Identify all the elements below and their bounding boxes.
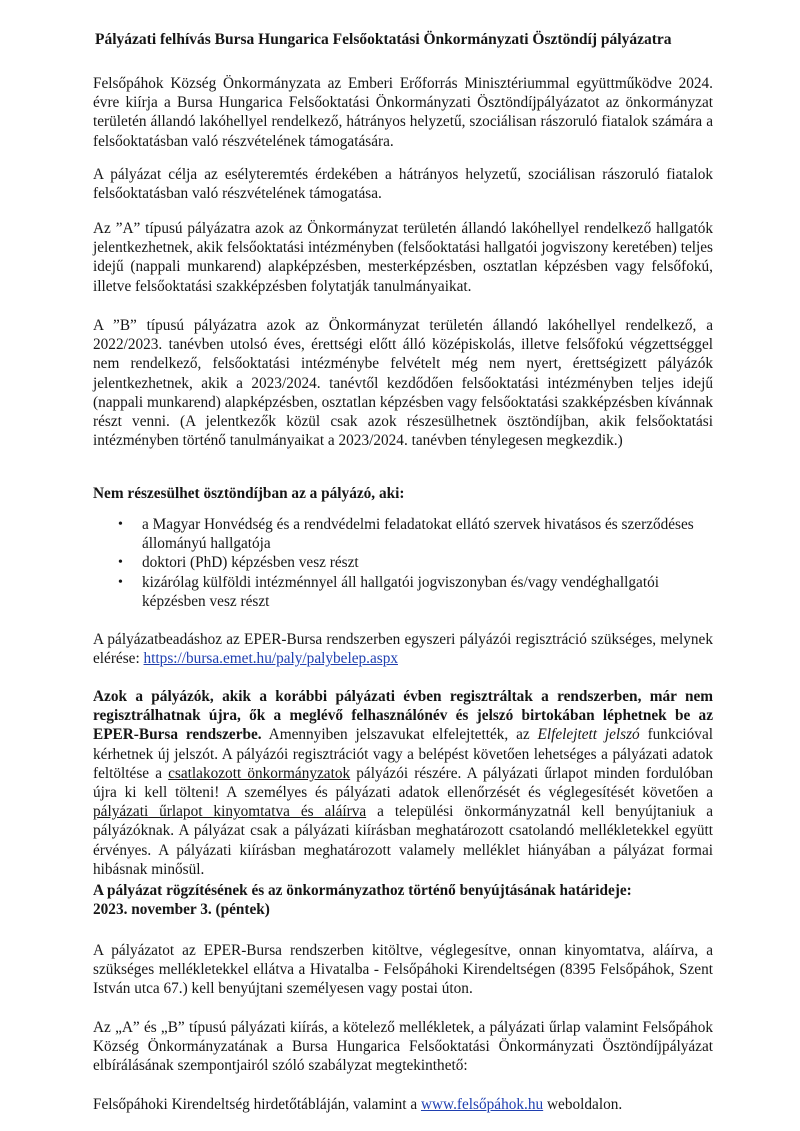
registration-paragraph — [93, 630, 713, 668]
print-and-sign-text: pályázati űrlapot kinyomtatva és aláírva — [93, 803, 367, 821]
login-paragraph — [93, 687, 713, 879]
submission-paragraph: A pályázatot az EPER-Bursa rendszerben kitöltve, véglegesítve, onnan kinyomtatva, aláírva, a szükséges mellékletekkel ellátva a Hivatalba - Felsőpáhoki Kirendeltségen (8395 Felsőpáhok, Szent István utca 67.) kell benyújtani személyesen vagy postai úton. — [93, 942, 713, 998]
type-a-paragraph: Az ”A” típusú pályázatra azok az Önkormányzat területén állandó lakóhellyel rendelkező hallgatók jelentkezhetnek, akik felsőoktatási intézményben (felsőoktatási hallgatói jogviszony keretében) teljes idejű (nappali munkarend) alapképzésben, mesterképzésben, osztatlan képzésben vagy felsőfokú, illetve felsőoktatási szakképzésben folytatják tanulmányaikat. — [93, 220, 713, 295]
notice-board-paragraph — [93, 1095, 713, 1114]
registration-link[interactable]: https://bursa.emet.hu/paly/palybelep.aspx — [143, 650, 398, 668]
type-b-paragraph: A ”B” típusú pályázatra azok az Önkormányzat területén állandó lakóhellyel rendelkező, a 2022/2023. tanévben utolsó éves, érettségi előtt álló középiskolás, illetve felsőfokú végzettséggel nem rendelkező, felsőoktatási intézménybe felvételt még nem nyert, érettségizett pályázók jelentkezhetnek, akik a 2023/2024. tanévtől kezdődően felsőoktatási intézményben teljes idejű (nappali munkarend) alapképzésben, osztatlan képzésben vagy felsőoktatási szakképzésben kívánnak részt venni. (A jelentkezők közül csak azok részesülhetnek ösztöndíjban, akik felsőoktatási intézményben történő tanulmányaikat a 2023/2024. tanévben ténylegesen megkezdik.) — [93, 317, 713, 450]
website-link[interactable]: www.felsőpáhok.hu — [420, 1096, 544, 1113]
deadline-heading — [93, 881, 713, 919]
deadline-date: 2023. november 3. (péntek) — [93, 901, 270, 919]
list-item: • doktori (PhD) képzésben vesz részt — [118, 553, 708, 572]
login-text-1: Amennyiben jelszavukat elfelejtették, az — [261, 726, 538, 744]
registration-text: A pályázatbeadáshoz az EPER-Bursa rendszerben egyszeri pályázói regisztráció szükséges, melynek elérése: — [93, 631, 713, 668]
deadline-line-1: A pályázat rögzítésének és az önkormányzathoz történő benyújtásának határideje: — [93, 882, 632, 899]
exclusion-list — [118, 515, 708, 611]
login-text-3: pályázói részére. A pályázati űrlapot minden fordulóban újra ki kell tölteni! A személyes és pályázati adatok ellenőrzését és véglegesítését követően a — [93, 764, 713, 802]
exclusion-heading: Nem részesülhet ösztöndíjban az a pályázó, aki: — [93, 485, 405, 502]
login-text-2: funkcióval kérhetnek új jelszót. A pályázói regisztrációt vagy a belépést követően lehetséges a pályázati adatok feltöltése a — [93, 726, 713, 782]
list-item: • a Magyar Honvédség és a rendvédelmi feladatokat ellátó szervek hivatásos és szerződéses állományú hallgatója — [118, 515, 708, 553]
notice-board-text: Felsőpáhoki Kirendeltség hirdetőtábláján, valamint a — [93, 1096, 421, 1113]
list-item: • kizárólag külföldi intézménnyel áll hallgatói jogviszonyban és/vagy vendéghallgatói képzésben vesz részt — [118, 573, 708, 611]
documents-paragraph: Az „A” és „B” típusú pályázati kiírás, a kötelező mellékletek, a pályázati űrlap valamint Felsőpáhok Község Önkormányzatának a Bursa Hungarica Felsőoktatási Önkormányzati Ösztöndíjpályázat elbírálásának szempontjairól szóló szabályzat megtekinthető: — [93, 1019, 713, 1075]
intro-paragraph: Felsőpáhok Község Önkormányzata az Emberi Erőforrás Minisztériummal együttműködve 2024. évre kiírja a Bursa Hungarica Felsőoktatási Önkormányzati Ösztöndíjpályázatot az önkormányzat területén állandó lakóhellyel rendelkező, hátrányos helyzetű, szociálisan rászoruló fiatalok számára a felsőoktatásban való részvételének támogatására. — [93, 75, 713, 150]
page-title: Pályázati felhívás Bursa Hungarica Felsőoktatási Önkormányzati Ösztöndíj pályázatra — [95, 31, 672, 48]
goal-paragraph: A pályázat célja az esélyteremtés érdekében a hátrányos helyzetű, szociálisan rászoruló fiatalok felsőoktatásban való részvételének támogatása. — [93, 166, 713, 203]
joined-municipalities-text: csatlakozott önkormányzatok — [168, 764, 351, 782]
login-bold-text: Azok a pályázók, akik a korábbi pályázati évben regisztráltak a rendszerben, már nem regisztrálhatnak újra, ők a meglévő felhasználónév és jelszó birtokában léphetnek be az EPER-Bursa rendszerbe. — [93, 688, 713, 744]
login-text-4: a települési önkormányzatnál kell benyújtaniuk a pályázóknak. A pályázat csak a pályázati kiírásban meghatározott csatolandó mellékletekkel együtt érvényes. A pályázati kiírásban meghatározott valamely melléklet hiányában a pályázat formai hibásnak minősül. — [93, 803, 714, 878]
notice-board-text-end: weboldalon. — [543, 1096, 623, 1113]
forgotten-password-label: Elfelejtett jelszó — [537, 726, 640, 744]
